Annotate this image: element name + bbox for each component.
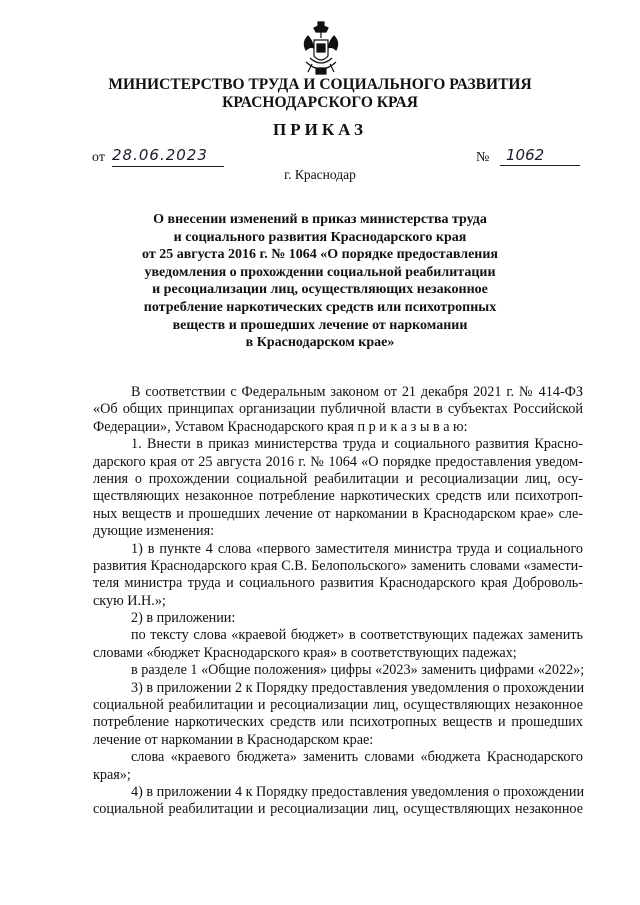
body-line: лечение от наркомании в Краснодарском крае: xyxy=(93,731,374,748)
body-line: социальной реабилитации и ресоциализации лиц, осуществляющих незаконное xyxy=(93,697,583,714)
body-line: 1. Внести в приказ министерства труда и социального развития Красно- xyxy=(131,436,583,453)
body-line: 4) в приложении 4 к Порядку предоставления уведомления о прохождении xyxy=(131,783,585,800)
ministry-line-1: МИНИСТЕРСТВО ТРУДА И СОЦИАЛЬНОГО РАЗВИТИЯ xyxy=(108,76,532,93)
body-line: по тексту слова «краевой бюджет» в соответствующих падежах заменить xyxy=(131,627,583,644)
body-line: потребление наркотических средств или психотропных веществ и прошедших xyxy=(93,714,583,731)
body-line: словами «бюджет Краснодарского края» в соответствующих падежах; xyxy=(93,644,517,661)
body-line: 3) в приложении 2 к Порядку предоставления уведомления о прохождении xyxy=(131,679,585,696)
order-date: 28.06.2023 xyxy=(112,146,224,167)
city: г. Краснодар xyxy=(284,167,356,182)
body-line: скую И.Н.»; xyxy=(93,592,166,609)
from-label: от xyxy=(92,150,105,165)
body-line: «Об общих принципах организации публичной власти в субъектах Российской xyxy=(93,401,583,418)
order-number: 1062 xyxy=(500,146,580,166)
body-line: дарского края от 25 августа 2016 г. № 1064 «О порядке предоставления уведом- xyxy=(93,453,583,470)
order-body xyxy=(93,384,583,819)
order-subject xyxy=(100,211,540,352)
order-title: ПРИКАЗ xyxy=(273,120,367,139)
subject-line: в Краснодарском крае» xyxy=(245,335,395,351)
body-line: дующие изменения: xyxy=(93,523,215,540)
body-line: развития Краснодарского края С.В. Белопольского» заменить словами «замести- xyxy=(93,557,583,574)
body-line: в разделе 1 «Общие положения» цифры «2023» заменить цифрами «2022»; xyxy=(131,662,585,679)
ministry-name xyxy=(60,76,580,112)
body-line: Федерации», Уставом Краснодарского края п р и к а з ы в а ю: xyxy=(93,418,468,435)
body-line: края»; xyxy=(93,766,131,783)
body-line: социальной реабилитации и ресоциализации лиц, осуществляющих незаконное xyxy=(93,801,583,818)
body-line: ных веществ и прошедших лечение от наркомании в Краснодарском крае» сле- xyxy=(93,505,583,522)
body-line: слова «краевого бюджета» заменить словами «бюджета Краснодарского xyxy=(131,749,583,766)
subject-line: О внесении изменений в приказ министерства труда xyxy=(153,212,487,227)
subject-line: потребление наркотических средств или психотропных xyxy=(143,299,497,315)
krasnodar-coat-of-arms-icon xyxy=(300,18,342,76)
body-line: 1) в пункте 4 слова «первого заместителя министра труда и социального xyxy=(131,540,583,557)
number-label: № xyxy=(476,150,490,165)
body-line: 2) в приложении: xyxy=(131,610,236,627)
body-line: В соответствии с Федеральным законом от 21 декабря 2021 г. № 414-ФЗ xyxy=(131,384,583,400)
body-line: теля министра труда и социального развития Краснодарского края Доброволь- xyxy=(93,575,583,592)
ministry-line-2: КРАСНОДАРСКОГО КРАЯ xyxy=(222,94,418,111)
body-line: ления о прохождении социальной реабилитации и ресоциализации лиц, осу- xyxy=(93,470,583,487)
subject-line: и социального развития Краснодарского края xyxy=(173,229,467,245)
body-line: ществляющих незаконное потребление наркотических средств или психотроп- xyxy=(93,488,583,505)
subject-line: веществ и прошедших лечение от наркомании xyxy=(172,317,468,333)
subject-line: от 25 августа 2016 г. № 1064 «О порядке предоставления xyxy=(142,247,498,263)
subject-line: уведомления о прохождении социальной реабилитации xyxy=(144,264,496,280)
subject-line: и ресоциализации лиц, осуществляющих незаконное xyxy=(152,282,488,298)
